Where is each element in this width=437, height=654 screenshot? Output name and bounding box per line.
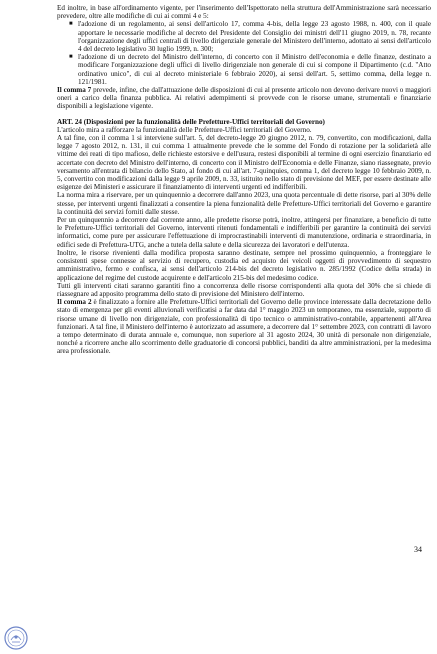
page-number: 34 bbox=[414, 545, 422, 554]
intro-bullet-list bbox=[57, 20, 431, 86]
article-title: ART. 24 (Disposizioni per la funzionalità delle Prefetture-Uffici territoriali del Governo) bbox=[57, 117, 325, 126]
comma2-paragraph bbox=[57, 298, 431, 355]
article-paragraph: L'articolo mira a rafforzare la funzionalità delle Prefetture-Uffici territoriali del Governo. bbox=[57, 125, 312, 134]
seal-stamp-icon bbox=[4, 626, 28, 650]
article-paragraph: Per un quinquennio a decorrere dal corrente anno, alle predette risorse potrà, inoltre, attingersi per finanziare, a beneficio di tutte le Prefetture-Uffici territoriali del Governo, interventi ritenuti fondamentali e indifferibili per garantire la continuità dei servizi informatici, come pure per assicurare l'effettuazione di improcrastinabili interventi di manutenzione, ordinaria e straordinaria, in edifici sede di Prefettura-UTG, anche a tutela della salute e della sicurezza dei lavoratori e dell'utenza. bbox=[57, 216, 431, 249]
document-page bbox=[57, 4, 431, 356]
article-paragraph: Tutti gli interventi citati saranno garantiti fino a concorrenza delle risorse corrispondenti alla quota del 30% che si chiede di riassegnare ad apposito programma dello stato di previsione del Ministero dell'interno. bbox=[57, 281, 431, 298]
article-paragraph: La norma mira a riservare, per un quinquennio a decorrere dall'anno 2023, una quota percentuale di dette risorse, pari al 30% delle stesse, per interventi urgenti finalizzati a consentire la piena funzionalità delle Prefetture-Uffici territoriali del Governo e garantire la continuità dei servizi forniti dalle stesse. bbox=[57, 191, 431, 216]
bullet-icon: ■ bbox=[69, 21, 73, 28]
comma7-text: prevede, infine, che dall'attuazione delle disposizioni di cui al presente articolo non devono derivare nuovi o maggiori oneri a carico della finanza pubblica. Ai relativi adempimenti si provvede con le risorse umane, strumentali e finanziarie disponibili a legislazione vigente. bbox=[57, 86, 431, 111]
list-item: ■ l'adozione di un decreto del Ministro dell'interno, di concerto con il Ministro dell'economia e delle finanze, destinato a modificare l'organizzazione degli uffici di livello dirigenziale non generale di cui si compone il Dipartimento (c.d. "Atto ordinativo unico", di cui al decreto ministeriale 6 febbraio 2020), ai sensi dell'art. 5, settimo comma, della legge n. 121/1981. bbox=[69, 53, 431, 86]
list-item: ■ l'adozione di un regolamento, ai sensi dell'articolo 17, comma 4-bis, della legge 23 agosto 1988, n. 400, con il quale apportare le necessarie modifiche al decreto del Presidente del Consiglio dei ministri dell'11 giugno 2019, n. 78, recante l'organizzazione degli uffici centrali di livello dirigenziale generale del Ministero dell'interno, adottato ai sensi dell'articolo 4 del decreto legislativo 30 luglio 1999, n. 300; bbox=[69, 20, 431, 54]
bullet-icon: ■ bbox=[69, 54, 73, 61]
intro-paragraph: Ed inoltre, in base all'ordinamento vigente, per l'inserimento dell'Ispettorato nella struttura dell'Amministrazione sarà necessario prevedere, oltre alle modifiche di cui ai commi 4 e 5: bbox=[57, 4, 431, 21]
article-paragraph: A tal fine, con il comma 1 si interviene sull'art. 5, del decreto-legge 20 giugno 2012, n. 79, convertito, con modificazioni, dalla legge 7 agosto 2012, n. 131, il cui comma 1 attualmente prevede che le somme del Fondo di rotazione per la solidarietà alle vittime dei reati di tipo mafioso, delle richieste estorsive e dell'usura, restesi disponibili al termine di ogni esercizio finanziario ed accertate con decreto del Ministro dell'interno, di concerto con il Ministro dell'Economia e delle Finanze, siano riassegnate, previo versamento all'entrata di bilancio dello Stato, al fondo di cui all'art. 7-quinquies, comma 1, del decreto legge 10 febbraio 2009, n. 5, convertito con modificazioni dalla legge 9 aprile 2009, n. 33, istituito nello stato di previsione del MEF, per essere destinate alle esigenze dei Ministeri e assicurare il finanziamento di interventi urgenti ed indifferibili. bbox=[57, 134, 431, 192]
comma7-paragraph bbox=[57, 86, 431, 111]
comma7-label: Il comma 7 bbox=[57, 86, 92, 95]
article-paragraph: Inoltre, le risorse rivenienti dalla modifica proposta saranno destinate, sempre nel prossimo quinquennio, a fronteggiare le consistenti spese connesse al servizio di recupero, custodia ed acquisto dei veicoli oggetti di provvedimento di sequestro amministrativo, fermo e confisca, ai sensi dell'articolo 214-bis del decreto legislativo n. 285/1992 (Codice della strada) in applicazione del regime del custode acquirente e dell'articolo 215-bis del medesimo codice. bbox=[57, 248, 431, 282]
comma2-text: è finalizzato a fornire alle Prefetture-Uffici territoriali del Governo delle province interessate dalla decretazione dello stato di emergenza per gli eventi alluvionali verificatisi a far data dal 1° maggio 2023 un temporaneo, ma essenziale, supporto di risorse umane di livello non dirigenziale, con professionalità di tipo tecnico o amministrativo-contabile, appartenenti all'Area funzionari. A tal fine, il Ministero dell'interno è autorizzato ad assumere, a decorrere dal 1° settembre 2023, con contratti di lavoro a tempo determinato di durata annuale e, comunque, non superiore al 31 agosto 2024, 30 unità di personale non dirigenziale, nonché a ricorrere anche allo scorrimento delle graduatorie di concorsi pubblici, banditi da altre amministrazioni, per la medesima area professionale. bbox=[57, 298, 431, 356]
comma2-label: Il comma 2 bbox=[57, 298, 92, 307]
